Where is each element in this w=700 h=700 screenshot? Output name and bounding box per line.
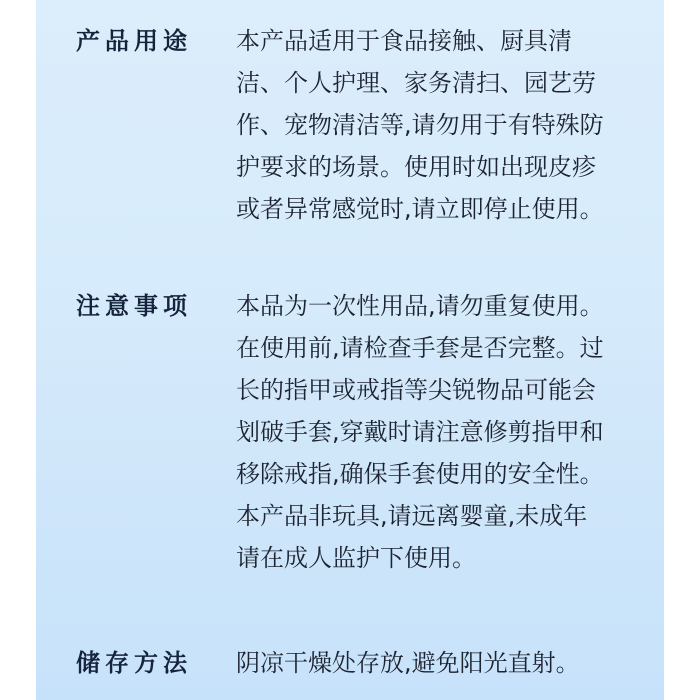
section-body xyxy=(236,642,631,684)
section-heading: 注意事项 xyxy=(76,292,192,320)
body-line: 长的指甲或戒指等尖锐物品可能会 xyxy=(236,376,596,404)
section-heading: 产品用途 xyxy=(76,27,192,55)
body-line: 洁、个人护理、家务清扫、园艺劳 xyxy=(236,69,596,97)
body-line: 本产品非玩具,请远离婴童,未成年 xyxy=(236,502,588,530)
section-body xyxy=(236,285,631,579)
body-line: 作、宠物清洁等,请勿用于有特殊防 xyxy=(236,111,604,139)
body-line: 请在成人监护下使用。 xyxy=(236,544,476,572)
body-line: 本品为一次性用品,请勿重复使用。 xyxy=(236,292,604,320)
body-line: 或者异常感觉时,请立即停止使用。 xyxy=(236,195,604,223)
body-line: 护要求的场景。使用时如出现皮疹 xyxy=(236,153,596,181)
info-panel xyxy=(36,0,664,700)
body-line: 移除戒指,确保手套使用的安全性。 xyxy=(236,460,604,488)
body-line: 划破手套,穿戴时请注意修剪指甲和 xyxy=(236,418,604,446)
body-line: 阴凉干燥处存放,避免阳光直射。 xyxy=(236,649,580,677)
body-line: 在使用前,请检查手套是否完整。过 xyxy=(236,334,604,362)
section-heading: 储存方法 xyxy=(76,649,192,677)
section-body xyxy=(236,20,631,230)
body-line: 本产品适用于食品接触、厨具清 xyxy=(236,27,572,55)
